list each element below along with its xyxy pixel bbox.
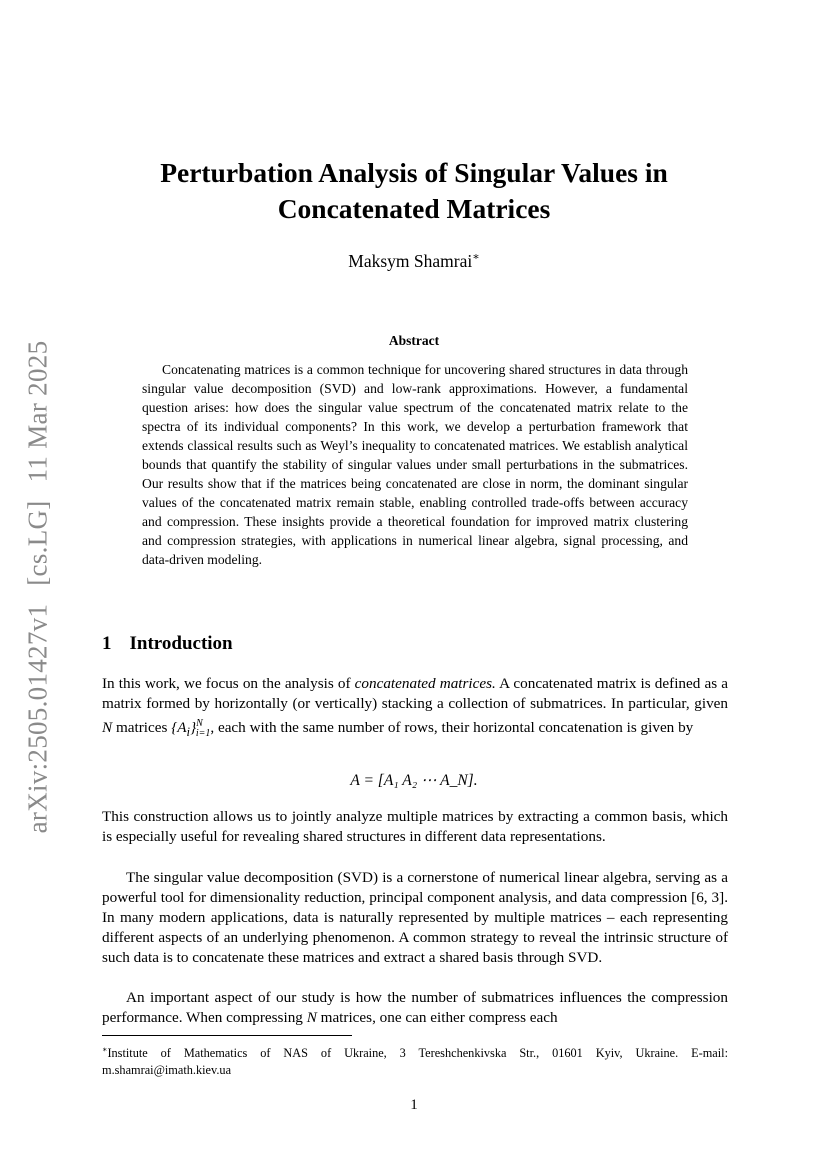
- p1-math-sub: i=1: [195, 728, 211, 740]
- abstract-heading: Abstract: [388, 333, 440, 348]
- arxiv-id: arXiv:2505.01427v1: [22, 603, 53, 834]
- section-number: 1: [102, 633, 112, 654]
- intro-paragraph-1: [102, 674, 728, 744]
- intro-paragraph-4: [102, 988, 728, 1028]
- section-title: Introduction: [129, 633, 233, 654]
- arxiv-side-stamp: [23, 323, 54, 834]
- abstract-text: Concatenating matrices is a common technique for uncovering shared structures in data through singular value decomposition (SVD) and low-rank approximations. However, a fundamental question arises: how does the singular value spectrum of the concatenated matrix relate to the spectra of its individual components? In this work, we develop a perturbation framework that extends classical results such as Weyl’s inequality to concatenated matrices. We establish analytical bounds that quantify the stability of singular values under small perturbations in the submatrices. Our results show that if the matrices being concatenated are close in norm, the dominant singular values of the concatenated matrix remain stable, enabling controlled trade-offs between accuracy and compression. These insights provide a theoretical foundation for improved matrix clustering and compression strategies, with applications in numerical linear algebra, signal processing, and data-driven modeling.: [142, 362, 688, 567]
- footnote-marker: ∗: [102, 1045, 108, 1054]
- author: [0, 250, 828, 272]
- footnote-text: Institute of Mathematics of NAS of Ukraine, 3 Tereshchenkivska Str., 01601 Kyiv, Ukraine. E-mail: m.shamrai@imath.kiev.ua: [102, 1046, 728, 1078]
- p1-math-close: }: [190, 719, 197, 737]
- p1-text-c: matrices: [112, 719, 172, 737]
- title-line-1: Perturbation Analysis of Singular Values in: [160, 157, 668, 188]
- p1-text-d: , each with the same number of rows, their horizontal concatenation is given by: [210, 719, 694, 737]
- p1-emphasis: concatenated matrices.: [354, 675, 496, 692]
- p4-text-a: An important aspect of our study is how the number of submatrices influences the compression performance. When compressing: [102, 989, 728, 1026]
- arxiv-date: 11 Mar 2025: [22, 340, 53, 483]
- p1-math-N: N: [102, 719, 113, 737]
- footnote-rule: [102, 1035, 352, 1036]
- paper-title: [0, 155, 828, 227]
- p1-math-i: i: [186, 725, 191, 740]
- section-heading: [102, 633, 233, 655]
- p4-text-b: matrices, one can either compress each: [316, 1009, 558, 1026]
- title-line-2: Concatenated Matrices: [277, 193, 551, 224]
- intro-paragraph-3: The singular value decomposition (SVD) is a cornerstone of numerical linear algebra, serving as a powerful tool for dimensionality reduction, principal component analysis, and data compression [6, 3]. In many modern applications, data is naturally represented by multiple matrices – each representing different aspects of an underlying phenomenon. A common strategy to reveal the intrinsic structure of such data is to concatenate these matrices and extract a shared basis through SVD.: [102, 869, 728, 966]
- p1-math-set: {A: [171, 719, 187, 737]
- page-number: 1: [410, 1097, 418, 1113]
- p4-math-N: N: [306, 1009, 317, 1026]
- author-name: Maksym Shamrai: [348, 250, 473, 271]
- arxiv-category: [cs.LG]: [22, 500, 53, 586]
- concatenation-equation: A = [A₁ A₂ ⋯ A_N].: [350, 772, 478, 789]
- author-footnote-marker: ∗: [472, 251, 480, 263]
- footnote: [102, 1041, 728, 1079]
- intro-paragraph-2: This construction allows us to jointly analyze multiple matrices by extracting a common basis, which is especially useful for revealing shared structures in different data representations.: [102, 808, 728, 845]
- p1-math-supN: N: [196, 718, 203, 729]
- p1-text-b: A concatenated matrix is defined as a matrix formed by horizontally (or vertically) stacking a collection of submatrices. In particular, given: [102, 675, 728, 712]
- p1-text-a: In this work, we focus on the analysis of: [102, 675, 355, 692]
